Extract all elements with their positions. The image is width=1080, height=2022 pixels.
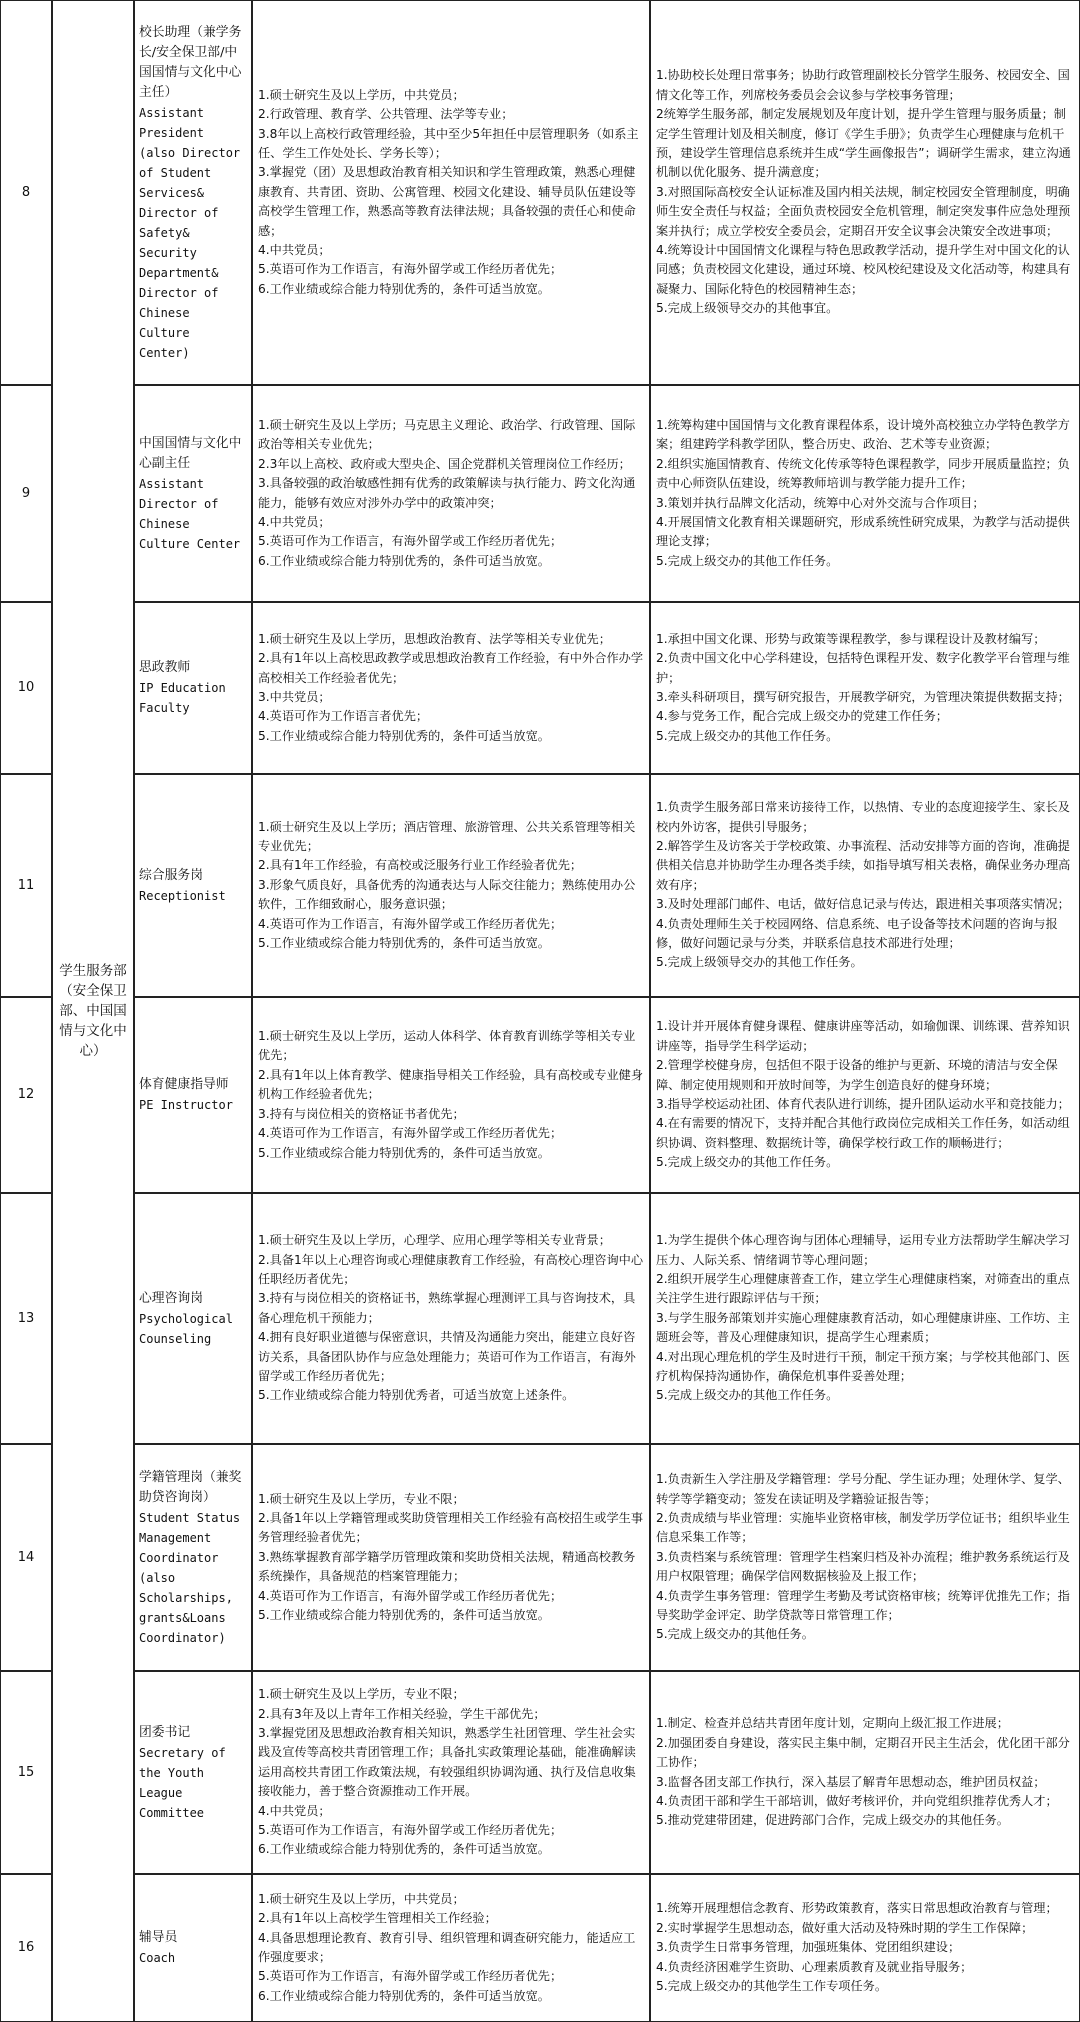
- position-title-en: PE Instructor: [139, 1098, 233, 1112]
- duty-item: 5.完成上级领导交办的其他事宜。: [656, 301, 839, 316]
- requirement-item: 5.工作业绩或综合能力特别优秀的，条件可适当放宽。: [258, 1608, 550, 1623]
- requirement-item: 2.行政管理、教育学、公共管理、法学等专业；: [258, 107, 514, 122]
- requirement-item: 3.形象气质良好，具备优秀的沟通表达与人际交往能力；熟练使用办公软件，工作细致耐心，服务意识强；: [258, 877, 636, 912]
- requirement-item: 3.熟练掌握教育部学籍学历管理政策和奖助贷相关法规，精通高校教务系统操作，具备规范的档案管理能力；: [258, 1549, 636, 1584]
- position-title-en: Assistant Director of Chinese Culture Center: [139, 476, 241, 551]
- position-title-cn: 学籍管理岗（兼奖助贷咨询岗）: [139, 1469, 242, 1505]
- requirement-item: 3.8年以上高校行政管理经验，其中至少5年担任中层管理职务（如系主任、学生工作处处长、学务长等）；: [258, 126, 639, 160]
- requirement-item: 4.中共党员；: [258, 243, 331, 258]
- duty-item: 3.负责档案与系统管理：管理学生档案归档及补办流程；维护教务系统运行及用户权限管理；确保学信网数据核验及上报工作；: [656, 1549, 1070, 1584]
- duty-item: 5.完成上级交办的其他工作任务。: [656, 728, 839, 743]
- duty-item: 3.对照国际高校安全认证标准及国内相关法规，制定校园安全管理制度，明确师生安全责任与权益；全面负责校园安全危机管理，制定突发事件应急处理预案并执行；成立学校安全委员会，定期召开安全议事会决策安全改进事项；: [656, 184, 1071, 238]
- duty-item: 1.统筹开展理想信念教育、形势政策教育，落实日常思想政治教育与管理；: [656, 1901, 1058, 1916]
- duty-item: 2.负责中国文化中心学科建设，包括特色课程开发、数字化教学平台管理与维护；: [656, 651, 1070, 685]
- duty-item: 1.统筹构建中国国情与文化教育课程体系，设计境外高校独立办学特色教学方案；组建跨学科教学团队，整合历史、政治、艺术等专业资源；: [656, 417, 1070, 452]
- requirement-item: 2.3年以上高校、政府或大型央企、国企党群机关管理岗位工作经历；: [258, 456, 631, 471]
- requirement-item: 1.硕士研究生及以上学历，中共党员；: [258, 1891, 465, 1906]
- requirement-item: 1.硕士研究生及以上学历，心理学、应用心理学等相关专业背景；: [258, 1233, 611, 1248]
- position-title-en: Secretary of the Youth League Committee: [139, 1745, 226, 1820]
- requirement-item: 6.工作业绩或综合能力特别优秀的，条件可适当放宽。: [258, 1842, 550, 1857]
- row-index: 13: [17, 1310, 35, 1326]
- duties-cell: [650, 385, 1080, 602]
- requirement-item: 1.硕士研究生及以上学历，专业不限；: [258, 1491, 465, 1506]
- requirement-item: 4.英语可作为工作语言，有海外留学或工作经历者优先；: [258, 1126, 563, 1141]
- duty-item: 3.与学生服务部策划并实施心理健康教育活动，如心理健康讲座、工作坊、主题班会等，普及心理健康知识，提高学生心理素质；: [656, 1310, 1070, 1345]
- duty-item: 3.及时处理部门邮件、电话，做好信息记录与传达，跟进相关事项落实情况；: [656, 897, 1070, 912]
- requirements-cell: [252, 1874, 650, 2022]
- duty-item: 5.推动党建带团建，促进跨部门合作，完成上级交办的其他任务。: [656, 1813, 1009, 1828]
- position-cell: [134, 774, 252, 997]
- duty-item: 2.解答学生及访客关于学校政策、办事流程、活动安排等方面的咨询，准确提供相关信息并协助学生办理各类手续，如指导填写相关表格，确保业务办理高效有序；: [656, 838, 1071, 892]
- duties-cell: [650, 774, 1080, 997]
- row-index-cell: [0, 602, 52, 774]
- requirement-item: 4.具备思想理论教育、教育引导、组织管理和调查研究能力，能适应工作强度要求；: [258, 1930, 636, 1964]
- requirement-item: 3.掌握党团及思想政治教育相关知识，熟悉学生社团管理、学生社会实践及宣传等高校共青团管理工作；具备扎实政策理论基础，能准确解读运用高校共青团工作政策法规，有较强组织协调沟通、执行及信息收集接收能力，善于整合资源推动工作开展。: [258, 1725, 636, 1799]
- position-title-en: Psychological Counseling: [139, 1311, 233, 1346]
- requirement-item: 4.英语可作为工作语言者优先；: [258, 709, 429, 724]
- duties-cell: [650, 1671, 1080, 1874]
- requirement-item: 6.工作业绩或综合能力特别优秀的，条件可适当放宽。: [258, 1988, 550, 2003]
- duty-item: 2.管理学校健身房，包括但不限于设备的维护与更新、环境的清洁与安全保障、制定使用规则和开放时间等，为学生创造良好的健身环境；: [656, 1058, 1058, 1092]
- duty-item: 4.负责学生事务管理：管理学生考勤及考试资格审核；统筹评优推先工作；指导奖助学金评定、助学贷款等日常管理工作；: [656, 1588, 1070, 1623]
- duty-item: 1.为学生提供个体心理咨询与团体心理辅导，运用专业方法帮助学生解决学习压力、人际关系、情绪调节等心理问题；: [656, 1233, 1070, 1267]
- requirement-item: 3.中共党员；: [258, 690, 331, 704]
- requirement-item: 1.硕士研究生及以上学历，专业不限；: [258, 1687, 465, 1702]
- duties-cell: [650, 1444, 1080, 1671]
- duty-item: 2.负责成绩与毕业管理：实施毕业资格审核，制发学历学位证书；组织毕业生信息采集工作等；: [656, 1510, 1070, 1545]
- requirement-item: 2.具有3年及以上青年工作相关经验，学生干部优先；: [258, 1706, 546, 1721]
- requirement-item: 2.具备1年以上学籍管理或奖助贷管理相关工作经验有高校招生或学生事务管理经验者优先；: [258, 1510, 644, 1545]
- requirement-item: 4.英语可作为工作语言，有海外留学或工作经历者优先；: [258, 916, 563, 931]
- position-title-en: Assistant President (also Director of Student Services& Director of Safety& Security Department& Director of Chinese Culture Center): [139, 105, 241, 360]
- duty-item: 5.完成上级领导交办的其他工作任务。: [656, 955, 863, 970]
- requirements-cell: [252, 1193, 650, 1444]
- requirement-item: 1.硕士研究生及以上学历，思想政治教育、法学等相关专业优先；: [258, 631, 611, 646]
- row-index: 14: [17, 1549, 35, 1565]
- row-index-cell: [0, 774, 52, 997]
- requirement-item: 3.掌握党（团）及思想政治教育相关知识和学生管理政策，熟悉心理健康教育、共青团、资助、公寓管理、校园文化建设、辅导员队伍建设等高校学生管理工作，熟悉高等教育法律法规；具备较强的责任心和使命感；: [258, 165, 636, 238]
- position-cell: [134, 0, 252, 385]
- duty-item: 2.组织开展学生心理健康普查工作，建立学生心理健康档案，对筛查出的重点关注学生进行跟踪评估与干预；: [656, 1271, 1070, 1306]
- duties-cell: [650, 0, 1080, 385]
- requirement-item: 2.具备1年以上心理咨询或心理健康教育工作经验，有高校心理咨询中心任职经历者优先；: [258, 1252, 644, 1286]
- position-cell: [134, 1874, 252, 2022]
- requirement-item: 1.硕士研究生及以上学历；马克思主义理论、政治学、行政管理、国际政治等相关专业优先；: [258, 417, 636, 452]
- position-title-cn: 辅导员: [139, 1930, 178, 1945]
- duty-item: 3.策划并执行品牌文化活动，统筹中心对外交流与合作项目；: [656, 495, 985, 510]
- requirements-cell: [252, 774, 650, 997]
- duty-item: 2.加强团委自身建设，落实民主集中制，定期召开民主生活会，优化团干部分工协作；: [656, 1735, 1070, 1770]
- row-index: 15: [17, 1764, 35, 1780]
- department-cell: [52, 0, 134, 2022]
- requirement-item: 5.工作业绩或综合能力特别优秀者，可适当放宽上述条件。: [258, 1388, 575, 1403]
- duty-item: 4.负责团干部和学生干部培训，做好考核评价，并向党组织推荐优秀人才；: [656, 1793, 1058, 1808]
- requirement-item: 5.英语可作为工作语言，有海外留学或工作经历者优先；: [258, 1823, 563, 1838]
- requirement-item: 5.工作业绩或综合能力特别优秀的，条件可适当放宽。: [258, 1145, 550, 1160]
- requirements-cell: [252, 602, 650, 774]
- row-index-cell: [0, 1444, 52, 1671]
- duty-item: 1.负责新生入学注册及学籍管理：学号分配、学生证办理；处理休学、复学、转学等学籍变动；签发在读证明及学籍验证报告等；: [656, 1472, 1070, 1506]
- position-cell: [134, 1671, 252, 1874]
- requirement-item: 1.硕士研究生及以上学历，中共党员；: [258, 87, 465, 102]
- duties-cell: [650, 602, 1080, 774]
- requirement-item: 1.硕士研究生及以上学历，运动人体科学、体育教育训练学等相关专业优先；: [258, 1029, 636, 1063]
- requirement-item: 2.具有1年以上体育教学、健康指导相关工作经验，具有高校或专业健身机构工作经验者优先；: [258, 1067, 644, 1102]
- requirement-item: 3.具备较强的政治敏感性拥有优秀的政策解读与执行能力、跨文化沟通能力，能够有效应对涉外办学中的政策冲突；: [258, 476, 636, 510]
- duty-item: 5.完成上级交办的其他工作任务。: [656, 553, 839, 568]
- position-cell: [134, 1193, 252, 1444]
- duties-cell: [650, 997, 1080, 1193]
- position-cell: [134, 997, 252, 1193]
- requirement-item: 3.持有与岗位相关的资格证书，熟练掌握心理测评工具与咨询技术，具备心理危机干预能力；: [258, 1291, 636, 1325]
- duty-item: 5.完成上级交办的其他学生工作专项任务。: [656, 1979, 888, 1994]
- row-index: 9: [21, 485, 31, 501]
- requirement-item: 1.硕士研究生及以上学历；酒店管理、旅游管理、公共关系管理等相关专业优先；: [258, 819, 636, 853]
- position-cell: [134, 1444, 252, 1671]
- row-index: 11: [17, 877, 35, 893]
- duty-item: 5.完成上级交办的其他工作任务。: [656, 1388, 839, 1403]
- position-title-en: Receptionist: [139, 888, 226, 903]
- duties-cell: [650, 1874, 1080, 2022]
- requirement-item: 2.具有1年以上高校思政教学或思想政治教育工作经验，有中外合作办学高校相关工作经验者优先；: [258, 651, 644, 685]
- position-title-cn: 校长助理（兼学务长/安全保卫部/中国国情与文化中心主任）: [139, 24, 242, 100]
- duty-item: 3.监督各团支部工作执行，深入基层了解青年思想动态，维护团员权益；: [656, 1774, 1046, 1789]
- row-index-cell: [0, 1874, 52, 2022]
- duty-item: 3.牵头科研项目，撰写研究报告，开展教学研究，为管理决策提供数据支持；: [656, 690, 1070, 704]
- position-title-cn: 团委书记: [139, 1724, 191, 1740]
- position-title-en: IP Education Faculty: [139, 681, 226, 715]
- duty-item: 1.制定、检查并总结共青团年度计划，定期向上级汇报工作进展；: [656, 1716, 1009, 1731]
- requirement-item: 5.英语可作为工作语言，有海外留学或工作经历者优先；: [258, 1969, 563, 1984]
- position-title-cn: 思政教师: [139, 660, 191, 675]
- requirements-cell: [252, 997, 650, 1193]
- requirements-cell: [252, 1444, 650, 1671]
- duty-item: 1.协助校长处理日常事务；协助行政管理副校长分管学生服务、校园安全、国情文化等工作，列席校务委员会会议参与学校事务管理；: [656, 68, 1070, 102]
- requirements-cell: [252, 385, 650, 602]
- duty-item: 4.在有需要的情况下，支持并配合其他行政岗位完成相关工作任务，如活动组织协调、资料整理、数据统计等，确保学校行政工作的顺畅进行；: [656, 1116, 1070, 1150]
- duty-item: 4.负责经济困难学生资助、心理素质教育及就业指导服务；: [656, 1959, 973, 1974]
- row-index-cell: [0, 1193, 52, 1444]
- position-title-en: Coach: [139, 1951, 176, 1965]
- duties-cell: [650, 1193, 1080, 1444]
- requirement-item: 5.英语可作为工作语言，有海外留学或工作经历者优先；: [258, 262, 563, 277]
- position-title-cn: 中国国情与文化中心副主任: [139, 435, 242, 471]
- position-title-cn: 综合服务岗: [139, 867, 203, 883]
- row-index: 16: [17, 1940, 35, 1956]
- row-index: 12: [17, 1087, 35, 1103]
- position-title-en: Student Status Management Coordinator (also Scholarships, grants&Loans Coordinator): [139, 1510, 241, 1645]
- requirement-item: 4.中共党员；: [258, 514, 331, 529]
- duty-item: 5.完成上级交办的其他工作任务。: [656, 1155, 839, 1170]
- requirement-item: 3.持有与岗位相关的资格证书者优先；: [258, 1106, 465, 1121]
- requirement-item: 5.工作业绩或综合能力特别优秀的，条件可适当放宽。: [258, 728, 550, 743]
- duty-item: 1.负责学生服务部日常来访接待工作，以热情、专业的态度迎接学生、家长及校内外访客，提供引导服务；: [656, 800, 1070, 834]
- duty-item: 3.负责学生日常事务管理，加强班集体、党团组织建设；: [656, 1940, 961, 1955]
- department-name: 学生服务部（安全保卫部、中国国情与文化中心）: [59, 963, 127, 1059]
- requirement-item: 5.工作业绩或综合能力特别优秀的，条件可适当放宽。: [258, 936, 550, 951]
- requirement-item: 6.工作业绩或综合能力特别优秀的，条件可适当放宽。: [258, 553, 550, 568]
- duty-item: 4.统筹设计中国国情文化课程与特色思政教学活动，提升学生对中国文化的认同感；负责校园文化建设，通过环境、校风校纪建设及文化活动等，构建具有凝聚力、国际化特色的校园精神生态；: [656, 243, 1071, 296]
- requirement-item: 4.英语可作为工作语言，有海外留学或工作经历者优先；: [258, 1588, 563, 1603]
- duty-item: 4.参与党务工作，配合完成上级交办的党建工作任务；: [656, 709, 948, 724]
- requirements-cell: [252, 0, 650, 385]
- duty-item: 2.组织实施国情教育、传统文化传承等特色课程教学，同步开展质量监控；负责中心师资队伍建设，统筹教师培训与教学能力提升工作；: [656, 456, 1070, 491]
- row-index-cell: [0, 385, 52, 602]
- requirement-item: 4.中共党员；: [258, 1803, 331, 1818]
- duty-item: 3.指导学校运动社团、体育代表队进行训练，提升团队运动水平和竞技能力；: [656, 1097, 1070, 1111]
- requirement-item: 4.拥有良好职业道德与保密意识，共情及沟通能力突出，能建立良好咨访关系，具备团队协作与应急处理能力；英语可作为工作语言，有海外留学或工作经历者优先；: [258, 1330, 636, 1384]
- row-index-cell: [0, 0, 52, 385]
- position-cell: [134, 385, 252, 602]
- position-cell: [134, 602, 252, 774]
- duty-item: 1.设计并开展体育健身课程、健康讲座等活动，如瑜伽课、训练课、营养知识讲座等，指导学生科学运动；: [656, 1019, 1070, 1053]
- requirement-item: 2.具有1年以上高校学生管理相关工作经验；: [258, 1911, 497, 1926]
- requirement-item: 5.英语可作为工作语言，有海外留学或工作经历者优先；: [258, 534, 563, 549]
- duty-item: 1.承担中国文化课、形势与政策等课程教学，参与课程设计及教材编写；: [656, 631, 1046, 646]
- row-index-cell: [0, 1671, 52, 1874]
- duty-item: 4.开展国情文化教育相关课题研究，形成系统性研究成果，为教学与活动提供理论支撑；: [656, 514, 1070, 549]
- position-title-cn: 心理咨询岗: [139, 1290, 203, 1306]
- duty-item: 2统筹学生服务部，制定发展规划及年度计划，提升学生管理与服务质量；制定学生管理计划及相关制度，修订《学生手册》；负责学生心理健康与危机干预，建设学生管理信息系统并生成“学生画像报告”；调研学生需求，建立沟通机制以优化服务、提升满意度；: [656, 107, 1071, 180]
- row-index-cell: [0, 997, 52, 1193]
- duty-item: 5.完成上级交办的其他任务。: [656, 1627, 814, 1642]
- requirement-item: 6.工作业绩或综合能力特别优秀的，条件可适当放宽。: [258, 281, 550, 296]
- position-title-cn: 体育健康指导师: [139, 1077, 229, 1092]
- duty-item: 2.实时掌握学生思想动态，做好重大活动及特殊时期的学生工作保障；: [656, 1920, 1034, 1935]
- row-index: 8: [21, 184, 31, 200]
- duty-item: 4.负责处理师生关于校园网络、信息系统、电子设备等技术问题的咨询与报修，做好问题记录与分类，并联系信息技术部进行处理；: [656, 916, 1058, 951]
- requirement-item: 2.具有1年工作经验，有高校或泛服务行业工作经验者优先；: [258, 858, 583, 873]
- requirements-cell: [252, 1671, 650, 1874]
- duty-item: 4.对出现心理危机的学生及时进行干预，制定干预方案；与学校其他部门、医疗机构保持沟通协作，确保危机事件妥善处理；: [656, 1349, 1070, 1384]
- row-index: 10: [17, 680, 35, 696]
